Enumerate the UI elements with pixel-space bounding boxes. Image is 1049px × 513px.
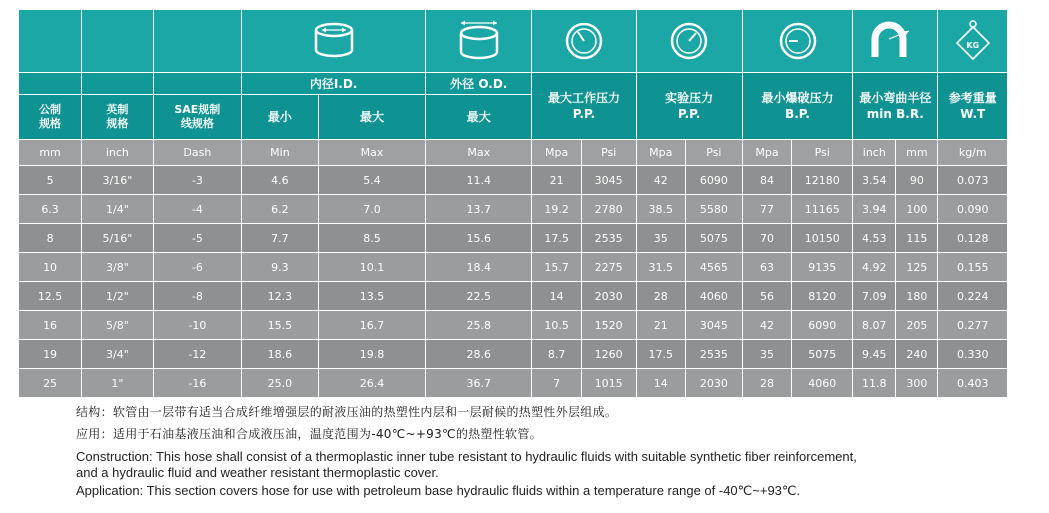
table-cell: 5	[19, 166, 82, 195]
unit-cell: Min	[242, 140, 319, 166]
table-cell: 25.0	[242, 369, 319, 398]
bend-radius-icon	[867, 21, 923, 61]
inner-diameter-icon-cell	[242, 10, 426, 73]
table-cell: 125	[896, 253, 938, 282]
table-row	[19, 195, 1008, 224]
table-cell: 31.5	[636, 253, 685, 282]
table-cell: 0.128	[938, 224, 1008, 253]
table-cell: 10.5	[532, 311, 581, 340]
table-cell: 5/8"	[82, 311, 154, 340]
unit-cell: Mpa	[532, 140, 581, 166]
table-cell: 35	[742, 340, 791, 369]
table-cell: 17.5	[636, 340, 685, 369]
table-cell: 3/8"	[82, 253, 154, 282]
unit-cell: inch	[82, 140, 154, 166]
blank-cell	[19, 73, 82, 95]
table-cell: 15.6	[426, 224, 532, 253]
table-cell: 0.155	[938, 253, 1008, 282]
blank-cell	[82, 10, 154, 73]
unit-cell: Dash	[153, 140, 241, 166]
table-cell: 77	[742, 195, 791, 224]
blank-cell	[153, 73, 241, 95]
table-cell: 21	[636, 311, 685, 340]
table-cell: 205	[896, 311, 938, 340]
table-cell: 42	[636, 166, 685, 195]
pressure-gauge-icon	[564, 21, 604, 61]
table-row	[19, 369, 1008, 398]
table-cell: 7.7	[242, 224, 319, 253]
unit-cell: Max	[318, 140, 425, 166]
table-cell: 9.3	[242, 253, 319, 282]
blank-cell	[153, 10, 241, 73]
table-cell: 16.7	[318, 311, 425, 340]
table-cell: 115	[896, 224, 938, 253]
table-cell: -12	[153, 340, 241, 369]
table-cell: 21	[532, 166, 581, 195]
table-cell: 2535	[581, 224, 636, 253]
table-row	[19, 166, 1008, 195]
table-cell: 28	[636, 282, 685, 311]
table-cell: 2030	[581, 282, 636, 311]
table-cell: 2030	[685, 369, 742, 398]
table-cell: 1520	[581, 311, 636, 340]
table-cell: 3045	[581, 166, 636, 195]
table-cell: 19.8	[318, 340, 425, 369]
table-cell: 240	[896, 340, 938, 369]
table-cell: 15.7	[532, 253, 581, 282]
table-cell: 3/4"	[82, 340, 154, 369]
nominal-size-header: 公制 规格	[19, 95, 82, 140]
table-cell: 6090	[685, 166, 742, 195]
application-note-en: Application: This section covers hose for use with petroleum base hydraulic fluids within a temperature range of -40℃~+93℃.	[76, 483, 801, 498]
table-cell: 3/16"	[82, 166, 154, 195]
table-cell: 5075	[792, 340, 853, 369]
construction-note-en-1: Construction: This hose shall consist of a thermoplastic inner tube resistant to hydraulic fluids with suitable synthetic fiber reinforcement,	[76, 449, 857, 464]
hose-spec-table	[18, 9, 1008, 398]
outer-diameter-header: 外径 O.D.	[426, 73, 532, 95]
table-cell: 26.4	[318, 369, 425, 398]
table-cell: -3	[153, 166, 241, 195]
table-cell: 4.6	[242, 166, 319, 195]
table-row	[19, 224, 1008, 253]
table-cell: 90	[896, 166, 938, 195]
test-gauge-icon	[669, 21, 709, 61]
application-note-zh: 应用：适用于石油基液压油和合成液压油，温度范围为-40℃~+93℃的热塑性软管。	[76, 427, 542, 441]
unit-cell: mm	[896, 140, 938, 166]
table-cell: 70	[742, 224, 791, 253]
table-cell: 13.7	[426, 195, 532, 224]
table-cell: 19	[19, 340, 82, 369]
burst-pressure-header: 最小爆破压力 B.P.	[742, 73, 852, 140]
table-cell: 8.5	[318, 224, 425, 253]
table-cell: 300	[896, 369, 938, 398]
blank-cell	[19, 10, 82, 73]
table-cell: 18.6	[242, 340, 319, 369]
table-cell: 36.7	[426, 369, 532, 398]
table-row	[19, 340, 1008, 369]
blank-cell	[82, 73, 154, 95]
table-cell: 18.4	[426, 253, 532, 282]
inner-diameter-icon	[312, 21, 356, 61]
table-cell: 5580	[685, 195, 742, 224]
table-cell: 10150	[792, 224, 853, 253]
unit-cell: Mpa	[742, 140, 791, 166]
table-cell: 8.07	[853, 311, 896, 340]
od-max-header: 最大	[426, 95, 532, 140]
table-cell: 0.277	[938, 311, 1008, 340]
table-cell: 4.92	[853, 253, 896, 282]
unit-cell: mm	[19, 140, 82, 166]
construction-note-zh: 结构：软管由一层带有适当合成纤维增强层的耐液压油的热塑性内层和一层耐候的热塑性外层组成。	[76, 405, 618, 419]
table-cell: 14	[636, 369, 685, 398]
table-cell: 11.8	[853, 369, 896, 398]
table-cell: 4.53	[853, 224, 896, 253]
table-row	[19, 282, 1008, 311]
table-row	[19, 253, 1008, 282]
unit-cell: Psi	[581, 140, 636, 166]
table-cell: 56	[742, 282, 791, 311]
unit-cell: Psi	[685, 140, 742, 166]
inch-size-header: 英制 规格	[82, 95, 154, 140]
sae-dash-header: SAE规制 线规格	[153, 95, 241, 140]
id-min-header: 最小	[242, 95, 319, 140]
bend-radius-icon-cell	[853, 10, 938, 73]
table-cell: 1"	[82, 369, 154, 398]
table-cell: -6	[153, 253, 241, 282]
table-cell: 10.1	[318, 253, 425, 282]
header-top-row	[19, 73, 1008, 95]
table-cell: 13.5	[318, 282, 425, 311]
table-cell: 2535	[685, 340, 742, 369]
table-cell: 12.5	[19, 282, 82, 311]
table-cell: 4060	[792, 369, 853, 398]
burst-pressure-icon-cell	[742, 10, 852, 73]
table-cell: 35	[636, 224, 685, 253]
table-cell: 16	[19, 311, 82, 340]
table-cell: 4565	[685, 253, 742, 282]
table-cell: 22.5	[426, 282, 532, 311]
table-cell: -8	[153, 282, 241, 311]
inner-diameter-header: 内径I.D.	[242, 73, 426, 95]
table-cell: 10	[19, 253, 82, 282]
table-cell: 8120	[792, 282, 853, 311]
table-cell: 100	[896, 195, 938, 224]
table-cell: 3.94	[853, 195, 896, 224]
weight-header: 参考重量 W.T	[938, 73, 1008, 140]
table-cell: 7	[532, 369, 581, 398]
table-cell: 1015	[581, 369, 636, 398]
table-cell: 5/16"	[82, 224, 154, 253]
table-cell: 7.0	[318, 195, 425, 224]
table-cell: 15.5	[242, 311, 319, 340]
table-cell: -10	[153, 311, 241, 340]
table-row	[19, 311, 1008, 340]
id-max-header: 最大	[318, 95, 425, 140]
table-cell: 8	[19, 224, 82, 253]
table-cell: 4060	[685, 282, 742, 311]
bend-radius-header: 最小弯曲半径 min B.R.	[853, 73, 938, 140]
outer-diameter-icon-cell	[426, 10, 532, 73]
header-icon-row	[19, 10, 1008, 73]
table-cell: 5075	[685, 224, 742, 253]
table-cell: 25	[19, 369, 82, 398]
table-cell: 2275	[581, 253, 636, 282]
construction-note-en-2: and a hydraulic fluid and weather resistant thermoplastic cover.	[76, 465, 439, 480]
table-cell: 11.4	[426, 166, 532, 195]
table-cell: 1260	[581, 340, 636, 369]
table-cell: 28.6	[426, 340, 532, 369]
unit-cell: kg/m	[938, 140, 1008, 166]
table-cell: 14	[532, 282, 581, 311]
test-pressure-header: 实验压力 P.P.	[636, 73, 742, 140]
table-cell: 25.8	[426, 311, 532, 340]
table-cell: -16	[153, 369, 241, 398]
working-pressure-header: 最大工作压力 P.P.	[532, 73, 636, 140]
table-cell: 7.09	[853, 282, 896, 311]
table-cell: 9135	[792, 253, 853, 282]
table-cell: 8.7	[532, 340, 581, 369]
table-cell: 2780	[581, 195, 636, 224]
table-cell: -4	[153, 195, 241, 224]
outer-diameter-icon	[457, 19, 501, 63]
unit-cell: Mpa	[636, 140, 685, 166]
table-cell: 3045	[685, 311, 742, 340]
table-cell: 9.45	[853, 340, 896, 369]
table-cell: 12180	[792, 166, 853, 195]
table-cell: 5.4	[318, 166, 425, 195]
table-cell: 1/2"	[82, 282, 154, 311]
table-cell: 38.5	[636, 195, 685, 224]
unit-cell: inch	[853, 140, 896, 166]
burst-gauge-icon	[778, 21, 818, 61]
table-cell: 6.2	[242, 195, 319, 224]
table-cell: 6090	[792, 311, 853, 340]
table-cell: 19.2	[532, 195, 581, 224]
working-pressure-icon-cell	[532, 10, 636, 73]
table-cell: 42	[742, 311, 791, 340]
data-rows	[19, 166, 1008, 398]
table-cell: 11165	[792, 195, 853, 224]
units-row	[19, 140, 1008, 166]
weight-icon-cell	[938, 10, 1008, 73]
table-cell: 3.54	[853, 166, 896, 195]
table-cell: 63	[742, 253, 791, 282]
table-cell: -5	[153, 224, 241, 253]
unit-cell: Psi	[792, 140, 853, 166]
table-cell: 6.3	[19, 195, 82, 224]
weight-icon-label: KG	[966, 41, 980, 50]
table-cell: 0.090	[938, 195, 1008, 224]
table-cell: 84	[742, 166, 791, 195]
table-cell: 180	[896, 282, 938, 311]
table-cell: 1/4"	[82, 195, 154, 224]
table-cell: 12.3	[242, 282, 319, 311]
table-cell: 0.403	[938, 369, 1008, 398]
table-cell: 0.330	[938, 340, 1008, 369]
table-cell: 17.5	[532, 224, 581, 253]
test-pressure-icon-cell	[636, 10, 742, 73]
table-cell: 0.224	[938, 282, 1008, 311]
table-cell: 0.073	[938, 166, 1008, 195]
unit-cell: Max	[426, 140, 532, 166]
table-cell: 28	[742, 369, 791, 398]
